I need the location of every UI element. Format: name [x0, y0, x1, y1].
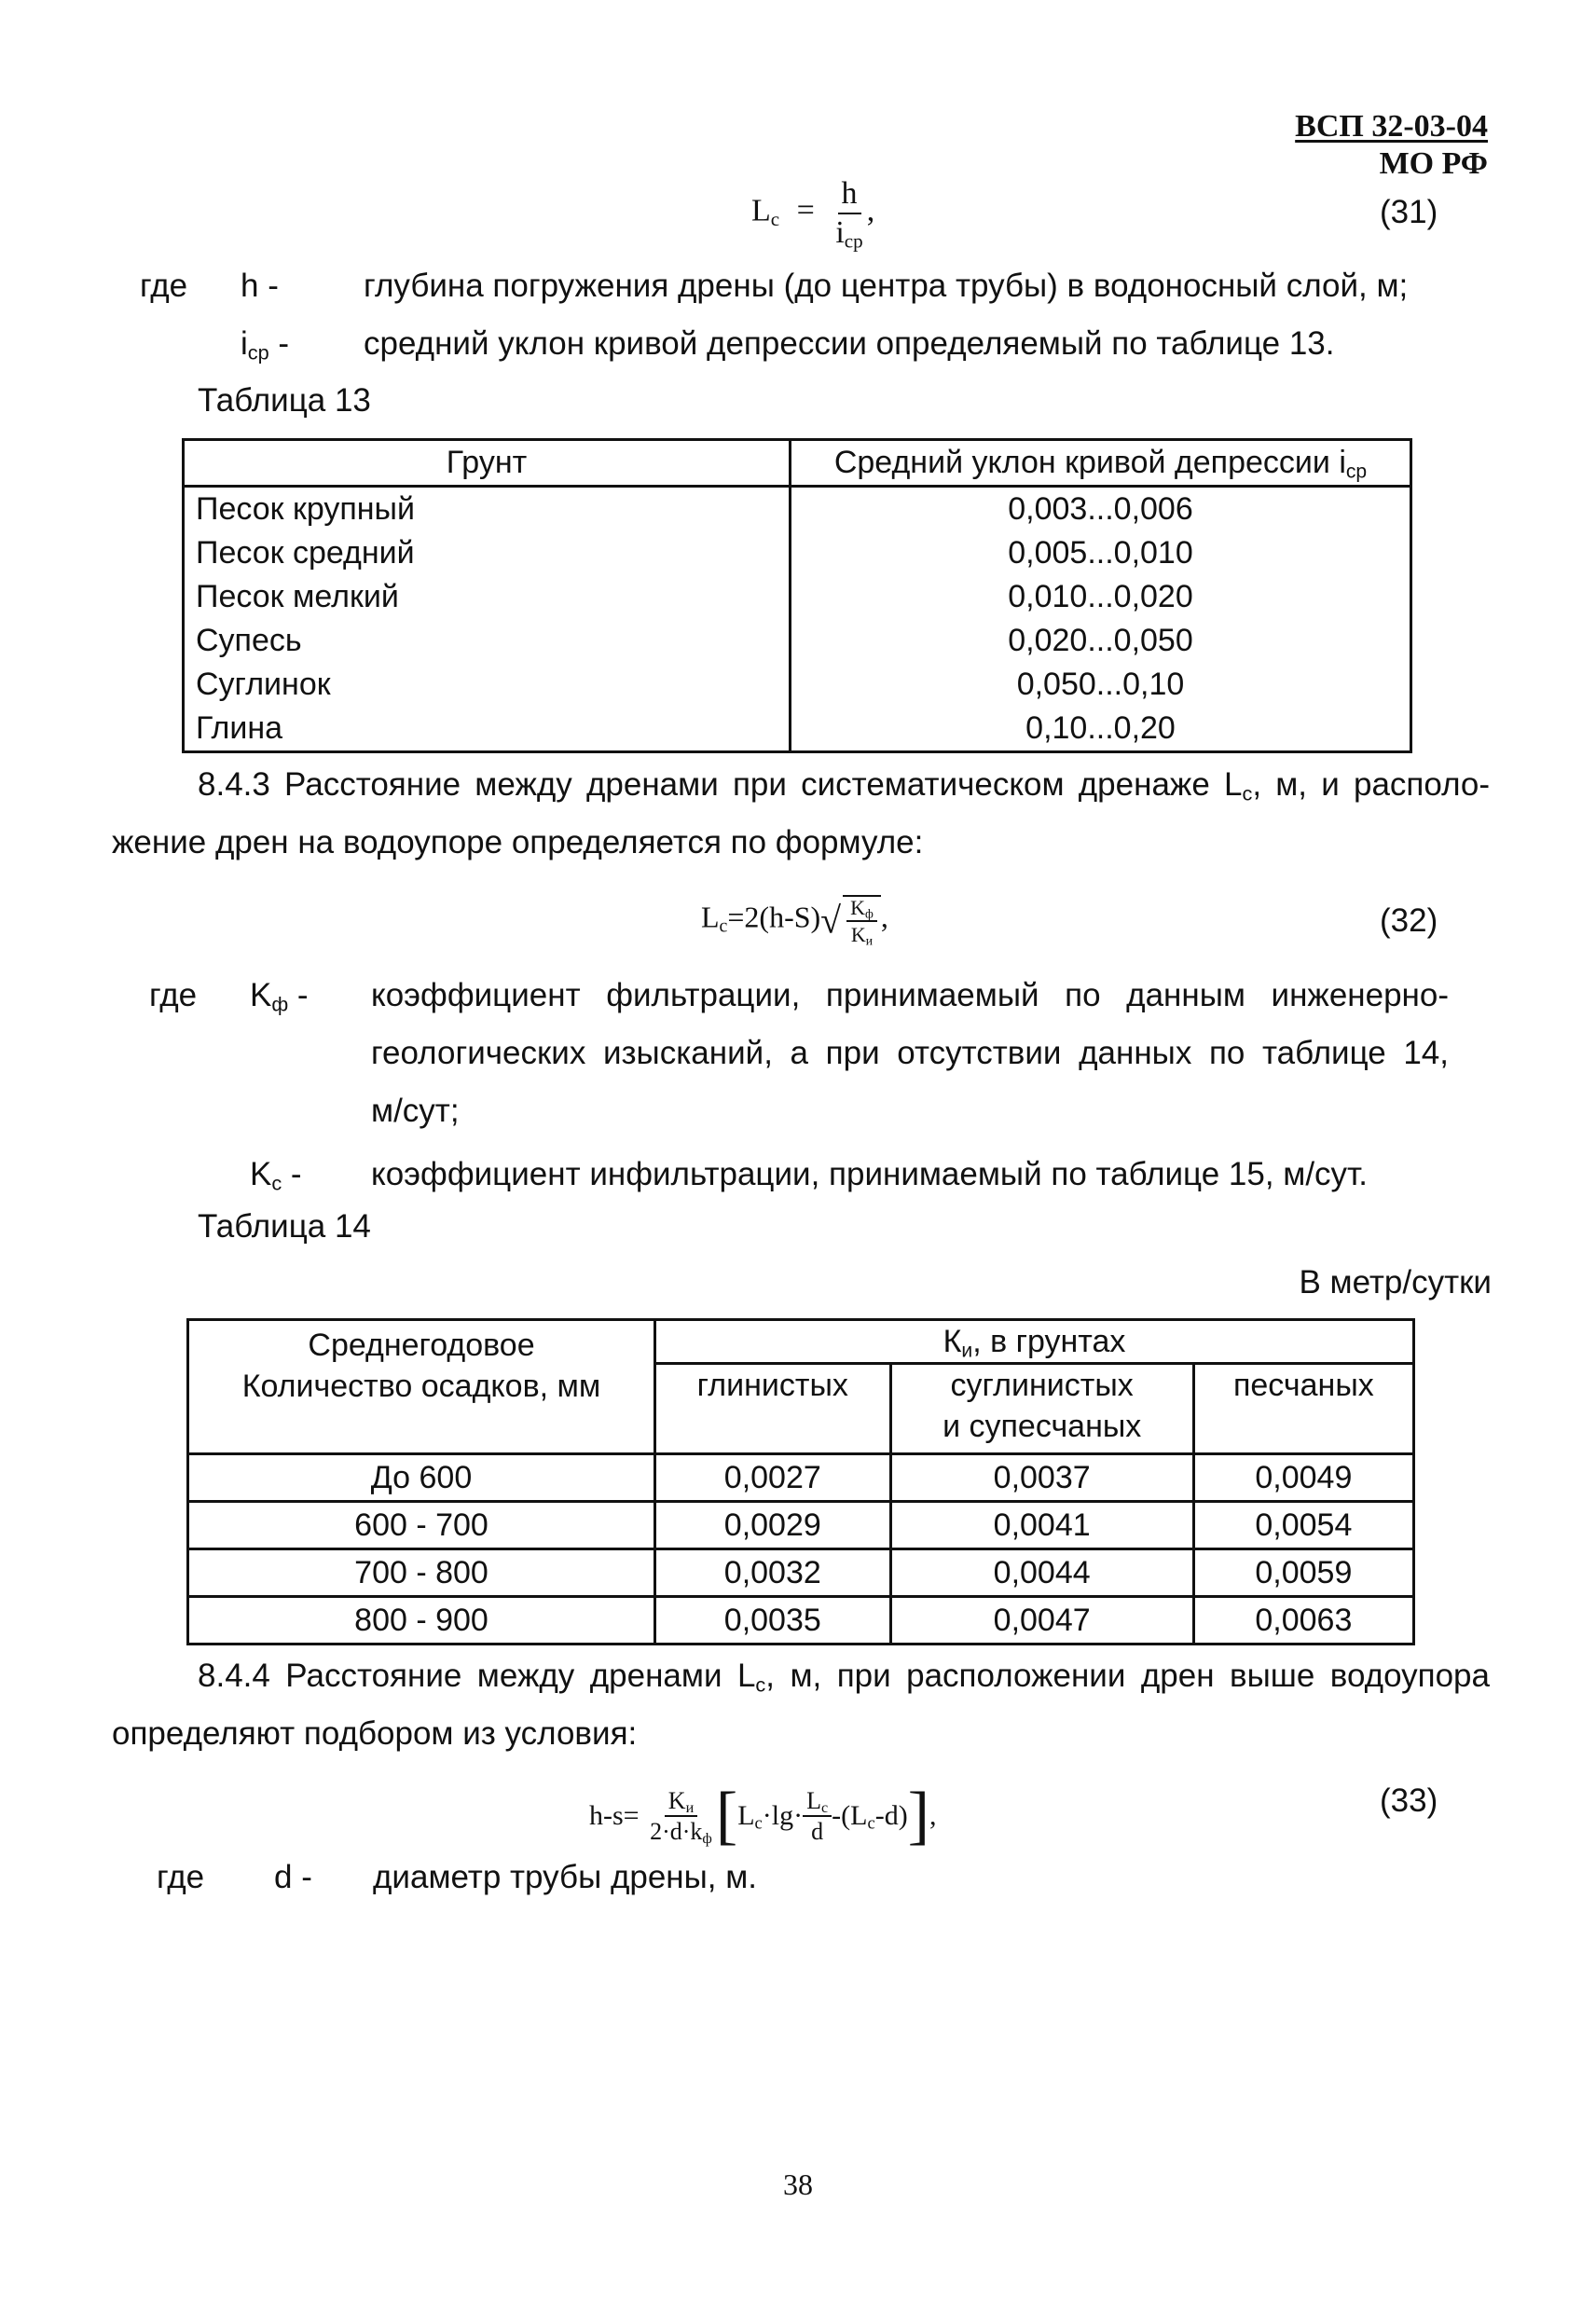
formula-32-den-main: K — [850, 923, 866, 947]
table-13-header-soil: Грунт — [184, 440, 791, 487]
table-14-clay: 0,0027 — [655, 1454, 891, 1502]
table-14-header-loam — [890, 1364, 1193, 1454]
formula-33-f1-num-main: K — [667, 1786, 686, 1814]
table-row — [188, 1597, 1414, 1645]
table-14-sand: 0,0059 — [1193, 1549, 1413, 1597]
where-label: где — [149, 977, 198, 1013]
table-13-soil: Песок средний — [184, 531, 791, 575]
equation-number-32: (32) — [1380, 902, 1438, 939]
para-843-line-1-text: 8.4.3 Расстояние между дренами при систематическом дренаже L — [198, 766, 1243, 803]
def-text-kf-line-3: м/сут; — [371, 1093, 460, 1129]
formula-31-eq: = — [796, 193, 815, 228]
formula-33 — [589, 1779, 937, 1853]
formula-33-lhs: h-s= — [589, 1800, 640, 1831]
where-label: где — [140, 268, 188, 304]
formula-33-f1-num — [665, 1788, 697, 1817]
table-row — [188, 1502, 1414, 1549]
table-row — [184, 707, 1411, 752]
table-14-clay: 0,0035 — [655, 1597, 891, 1645]
document-header — [1295, 108, 1488, 183]
table-13-soil: Супесь — [184, 619, 791, 663]
formula-31-num: h — [838, 177, 861, 214]
formula-33-bracket-c-main: -(L — [832, 1800, 868, 1831]
formula-33-fraction-2 — [803, 1788, 832, 1845]
def-text-kc: коэффициент инфильтрации, принимаемый по таблице 15, м/сут. — [371, 1156, 1368, 1192]
def-text-kf-line-2: геологических изысканий, а при отсутствии данных по таблице 14, — [371, 1035, 1449, 1071]
formula-33-bracket-d: -d) — [874, 1800, 908, 1831]
formula-33-f1-den-sub: ф — [702, 1831, 712, 1848]
table-13-soil: Песок мелкий — [184, 575, 791, 619]
table-14-header-sand: песчаных — [1193, 1364, 1413, 1454]
table-13-slope: 0,003...0,006 — [1008, 491, 1193, 527]
formula-33-bracket-b: ·lg· — [762, 1800, 804, 1831]
def-symbol-kf — [250, 973, 309, 1018]
formula-31-fraction — [832, 176, 866, 252]
table-14-precip: 800 - 900 — [188, 1597, 655, 1645]
table-row — [184, 619, 1411, 663]
table-13-soil: Глина — [184, 707, 791, 752]
table-14 — [186, 1318, 1415, 1645]
table-13-slope: 0,050...0,10 — [1016, 667, 1185, 702]
table-13-soil: Песок крупный — [184, 487, 791, 532]
table-14-header-group-tail: , в грунтах — [972, 1324, 1126, 1359]
formula-32-radicand — [843, 895, 881, 948]
doc-code: ВСП 32-03-04 — [1295, 109, 1488, 144]
formula-31-lhs-sub: c — [770, 207, 780, 230]
formula-33-bracket-close: ] — [907, 1780, 930, 1851]
formula-33-f1-den — [646, 1817, 716, 1848]
table-13-header-slope — [791, 440, 1411, 487]
def-symbol-kc — [250, 1152, 302, 1197]
formula-33-f2-den: d — [811, 1818, 824, 1845]
def-symbol-d: d - — [274, 1859, 312, 1895]
table-13-header-slope-sub: ср — [1345, 461, 1368, 483]
table-14-precip: 600 - 700 — [188, 1502, 655, 1549]
table-14-units: В метр/сутки — [1299, 1264, 1492, 1300]
table-row — [184, 487, 1411, 532]
formula-32 — [701, 895, 888, 948]
para-844-line-2: определяют подбором из условия: — [112, 1715, 638, 1752]
table-14-header-group-main: К — [942, 1324, 962, 1359]
table-13-caption: Таблица 13 — [198, 382, 371, 419]
def-symbol-icp-dash: - — [268, 325, 290, 362]
para-844-line-1-text: 8.4.4 Расстояние между дренами L — [198, 1658, 756, 1694]
formula-32-num — [846, 897, 877, 922]
formula-33-f2-num-main: L — [806, 1786, 821, 1814]
table-13-slope: 0,005...0,010 — [1008, 535, 1193, 571]
table-row — [184, 575, 1411, 619]
doc-org: МО РФ — [1379, 146, 1488, 181]
table-14-precip: До 600 — [188, 1454, 655, 1502]
def-symbol-kc-main: K — [250, 1156, 272, 1192]
def-text-kf-line-1: коэффициент фильтрации, принимаемый по данным инженерно- — [371, 977, 1449, 1013]
para-843-line-1-sub: c — [1242, 781, 1253, 805]
formula-33-bracket-a-sub: c — [754, 1813, 763, 1834]
table-row — [188, 1549, 1414, 1597]
table-row — [188, 1454, 1414, 1502]
formula-32-den — [847, 922, 876, 948]
table-14-sand: 0,0063 — [1193, 1597, 1413, 1645]
formula-33-f2-num — [803, 1788, 832, 1817]
table-14-header-group-sub: и — [961, 1340, 973, 1362]
table-row — [184, 663, 1411, 707]
def-symbol-icp — [241, 322, 289, 366]
def-text-d: диаметр трубы дрены, м. — [373, 1859, 758, 1895]
table-13-slope: 0,010...0,020 — [1008, 579, 1193, 614]
para-843-line-2: жение дрен на водоупоре определяется по формуле: — [112, 824, 924, 860]
formula-32-tail: , — [880, 900, 888, 934]
equation-number-31: (31) — [1380, 194, 1438, 230]
table-row — [184, 531, 1411, 575]
formula-32-fraction — [846, 896, 877, 948]
formula-33-f1-den-main: 2·d·k — [650, 1818, 703, 1845]
table-13-soil: Суглинок — [184, 663, 791, 707]
def-symbol-kf-dash: - — [288, 977, 309, 1013]
table-14-clay: 0,0032 — [655, 1549, 891, 1597]
formula-33-bracket-c-sub: c — [867, 1813, 875, 1834]
table-14-header-row-1 — [188, 1320, 1414, 1364]
table-14-header-group — [655, 1320, 1414, 1364]
formula-31-lhs: L — [751, 193, 771, 228]
formula-32-radical-sign: √ — [820, 899, 842, 942]
table-14-header-loam-line-1: суглинистых — [950, 1368, 1134, 1403]
def-symbol-kc-sub: c — [271, 1171, 282, 1195]
where-label: где — [157, 1859, 205, 1895]
para-844-line-1 — [198, 1654, 1490, 1699]
def-symbol-kc-dash: - — [282, 1156, 302, 1192]
def-text-h: глубина погружения дрены (до центра трубы) в водоносный слой, м; — [364, 268, 1409, 304]
formula-31-den-sub: ср — [844, 228, 863, 252]
table-14-loam: 0,0044 — [890, 1549, 1193, 1597]
table-14-header-loam-line-2: и супесчаных — [942, 1409, 1142, 1444]
equation-number-33: (33) — [1380, 1782, 1438, 1819]
def-symbol-icp-main: i — [241, 325, 248, 362]
formula-32-eq: =2(h-S) — [727, 900, 821, 934]
table-13-slope: 0,10...0,20 — [1025, 710, 1176, 746]
formula-33-bracket-open: [ — [715, 1780, 738, 1851]
table-14-header-precip-line-1: Среднегодовое — [308, 1328, 535, 1363]
table-13-header-slope-text: Средний уклон кривой депрессии i — [833, 445, 1346, 480]
para-844-line-1-sub: c — [755, 1672, 766, 1697]
para-843-line-1 — [198, 763, 1490, 807]
table-14-header-precip-line-2: Количество осадков, мм — [241, 1369, 601, 1404]
table-14-header-clay: глинистых — [655, 1364, 891, 1454]
table-14-sand: 0,0049 — [1193, 1454, 1413, 1502]
formula-31-tail: , — [866, 193, 875, 228]
formula-32-num-sub: ф — [865, 906, 874, 921]
formula-33-f2-num-sub: c — [821, 1799, 829, 1816]
formula-33-bracket-c — [832, 1800, 908, 1834]
formula-33-fraction-1 — [646, 1786, 716, 1848]
table-13-header-row — [184, 440, 1411, 487]
formula-32-lhs-sub: c — [719, 915, 728, 937]
formula-33-f1-num-sub: и — [685, 1799, 695, 1816]
def-symbol-kf-sub: ф — [271, 992, 289, 1016]
para-844-line-1-tail: , м, при расположении дрен выше водоупора — [765, 1658, 1490, 1694]
def-text-icp: средний уклон кривой депрессии определяемый по таблице 13. — [364, 325, 1335, 362]
formula-33-tail: , — [929, 1800, 937, 1831]
page-number: 38 — [783, 2168, 813, 2201]
table-14-caption: Таблица 14 — [198, 1208, 371, 1245]
table-14-loam: 0,0037 — [890, 1454, 1193, 1502]
para-843-line-1-tail: , м, и располо- — [1252, 766, 1491, 803]
formula-31 — [751, 176, 875, 252]
formula-32-num-main: K — [850, 896, 866, 919]
formula-32-den-sub: и — [865, 933, 874, 948]
formula-33-bracket-a-main: L — [737, 1800, 755, 1831]
table-14-sand: 0,0054 — [1193, 1502, 1413, 1549]
table-14-clay: 0,0029 — [655, 1502, 891, 1549]
formula-33-bracket-a — [737, 1800, 804, 1834]
def-symbol-kf-main: K — [250, 977, 272, 1013]
table-14-loam: 0,0041 — [890, 1502, 1193, 1549]
table-13 — [182, 438, 1412, 753]
table-13-slope: 0,020...0,050 — [1008, 623, 1193, 658]
def-symbol-h: h - — [241, 268, 279, 304]
table-14-precip: 700 - 800 — [188, 1549, 655, 1597]
def-symbol-icp-sub: ср — [247, 340, 269, 365]
formula-31-den-main: i — [835, 214, 845, 250]
table-14-loam: 0,0047 — [890, 1597, 1193, 1645]
formula-32-lhs: L — [701, 900, 720, 934]
formula-31-den — [832, 214, 866, 250]
table-14-header-precip — [188, 1320, 655, 1454]
